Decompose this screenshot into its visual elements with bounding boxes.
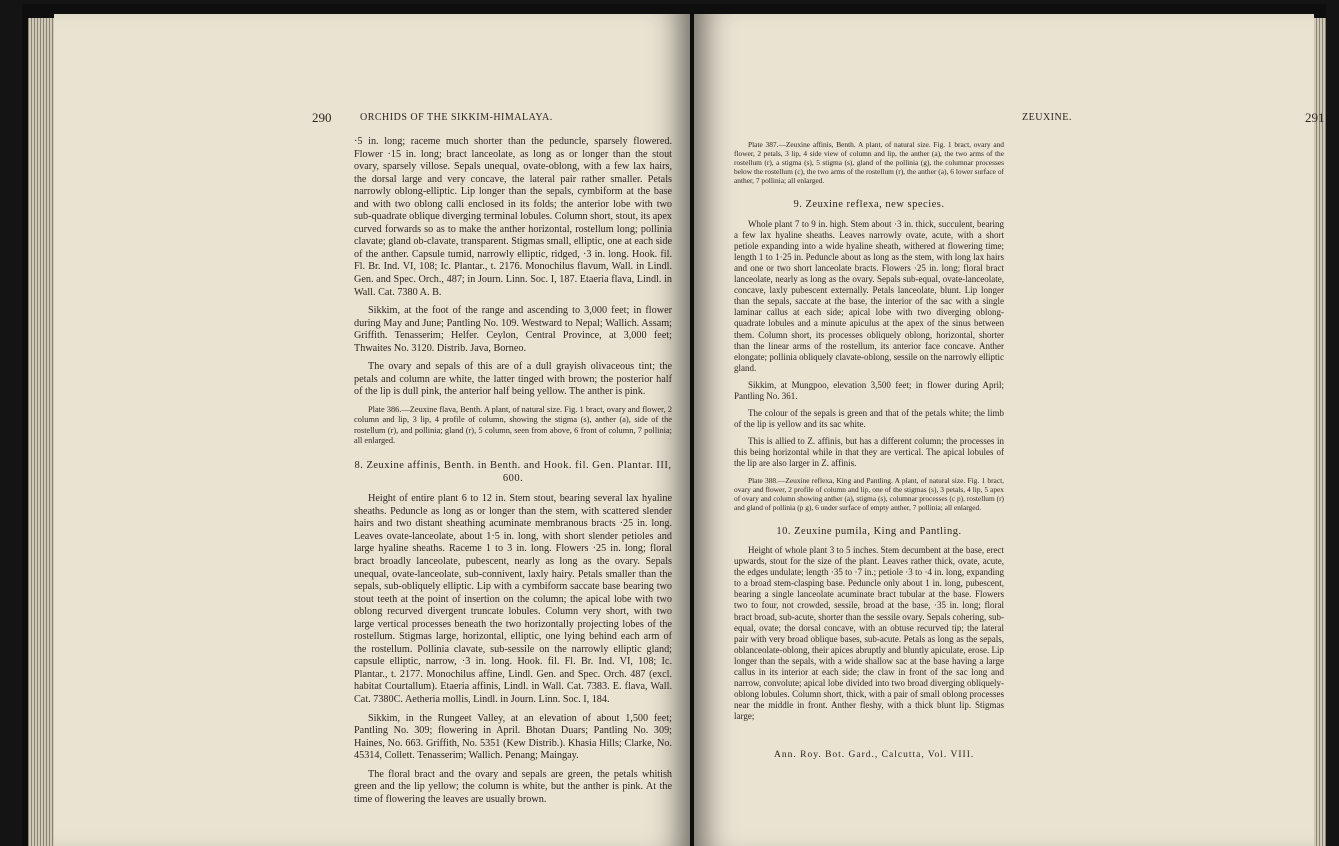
running-head: ORCHIDS OF THE SIKKIM-HIMALAYA. [360, 112, 553, 123]
paragraph: Whole plant 7 to 9 in. high. Stem about ·3 in. thick, succulent, bearing a few lax hyaline sheaths. Leaves narrowly ovate, acute, with a short petiole expanding into a wide hyaline sheath, withered at flowering time; length 1 to 1·25 in. Peduncle about as long as the stem, with long lax hairs and one or two short lanceolate bracts. Flowers ·25 in. long; floral bract lanceolate, nearly as long as the ovary. Sepals sub-equal, ovate-lanceolate, concave, laxly pubescent externally. Petals lanceolate, blunt. Lip longer than the sepals, saccate at the base, the interior of the sac with a single laminar callus at each side; apical lobe with two diverging oblong-quadrate lobules and a minute apiculus at the apex of the sinus between them. Column short, its processes obliquely oblong, horizontal, shorter than the linear arms of the rostellum, its anterior face concave. Anther elongate; pollinia obliquely clavate-oblong, sessile on the narrowly elliptic gland. [734, 218, 1004, 373]
page-number: 291 [1305, 110, 1325, 125]
book-spread [22, 4, 1326, 846]
plate-caption: Plate 388.—Zeuxine reflexa, King and Pantling. A plant, of natural size. Fig. 1 bract, ovary and flower, 2 profile of column and lip, one of the stigmas (s), 3 petals, 4 lip, 5 apex of ovary and column showing anther (a), stigma (s), columnar processes (c p), rostellum (r) and gland of pollinia (p g), 6 under surface of empty anther, 7 pollinia; all enlarged. [734, 475, 1004, 512]
text-column [734, 136, 1004, 729]
plate-caption: Plate 387.—Zeuxine affinis, Benth. A plant, of natural size. Fig. 1 bract, ovary and flower, 2 petals, 3 lip, 4 side view of column and lip, the anther (a), the two arms of the rostellum (r), a stigma (s), 5 stigma (s), gland of the pollinia (g), the columnar processes below the rostellum (c), the two arms of the rostellum (r), the anther (a), 6 lower surface of anther, 7 pollinia; all enlarged. [734, 140, 1004, 186]
paragraph: Height of entire plant 6 to 12 in. Stem stout, bearing several lax hyaline sheaths. Peduncle as long as or longer than the stem, with scattered slender hairs and two distant sheathing acuminate membranous bracts ·25 in. long. Leaves ovate-lanceolate, about 1·5 in. long, with short slender petioles and large hyaline sheaths. Raceme 1 to 3 in. long. Flowers ·25 in. long; floral bract broadly lanceolate, pubescent, nearly as long as the ovary. Sepals unequal, ovate-lanceolate, sub-connivent, laxly hairy. Petals smaller than the sepals, sub-obliquely elliptic. Lip with a cymbiform saccate base bearing two stout teeth at the point of insertion on the column; the apical lobe with two oblong recurved divergent truncate lobules. Column very short, with two large vertical processes beneath the two horizontally projecting lobes of the rostellum. Stigmas large, horizontal, elliptic, one lying behind each arm of the rostellum. Pollinia clavate, sub-sessile on the narrowly elliptic gland; capsule elliptic, narrow, ·3 in. long. Hook. fil. Fl. Br. Ind. VI, 108; Ic. Plantar., t. 2177. Monochilus affine, Lindl. Gen. and Spec. Orch. 487 (excl. habitat Courtallum). Etaeria affinis, Lindl. in Wall. Cat. 7383. E. flava, Wall. Cat. 7380C. Aetheria mollis, Lindl. in Journ. Linn. Soc. I, 184. [354, 493, 672, 705]
left-page [54, 14, 690, 846]
paragraph: The ovary and sepals of this are of a dull grayish olivaceous tint; the petals and column are white, the latter tinged with brown; the posterior half of the lip is dull pink, the anterior half being yellow. The anther is pink. [354, 361, 672, 398]
paragraph: Height of whole plant 3 to 5 inches. Stem decumbent at the base, erect upwards, stout for the size of the plant. Leaves rather thick, ovate, acute, the edges undulate; length ·35 to ·7 in.; petiole ·3 to ·4 in. long, expanding to a broad stem-clasping base. Peduncle only about 1 in. long, pubescent, bearing a single lanceolate acuminate bract tubular at the base. Flowers two to four, not crowded, sessile, broad at the base, ·35 in. long; floral bract broad, sub-acute, shorter than the sessile ovary. Sepals cohering, sub-equal, ovate; the dorsal concave, with an obtuse recurved tip; the lateral pair with very broad oblique bases, sub-acute. Petals as long as the sepals, oblanceolate-oblong, their apices abruptly and bluntly apiculate, erose. Lip longer than the sepals, with a wide shallow sac at the base having a large callus in its interior at each side; the claw in front of the sac long and narrow, convolute; apical lobe divided into two broad diverging obliquely-oblong lobules. Column short, thick, with a pair of small oblong processes near the middle in front. Anther fleshy, with a thick blunt lip. Stigmas large; [734, 545, 1004, 722]
running-head: ZEUXINE. [1022, 112, 1072, 123]
paragraph: ·5 in. long; raceme much shorter than the peduncle, sparsely flowered. Flower ·15 in. long; bract lanceolate, as long as or longer than the stout ovary, sparsely villose. Sepals unequal, ovate-oblong, with a few lax hairs, the dorsal large and very concave, the lateral pair rather smaller. Petals narrowly oblong-elliptic. Lip longer than the sepals, cymbiform at the base and with two oblong calli enclosed in its folds; the anterior lobe with two sub-quadrate oblique diverging terminal lobules. Column short, stout, its apex curved forwards so as to make the anther horizontal, rostellum long; pollinia clavate; gland ob-clavate, transparent. Stigmas small, elliptic, one at each side of the anther. Capsule tumid, narrowly elliptic, ridged, ·3 in. long. Hook. fil. Fl. Br. Ind. VI, 108; Ic. Plantar., t. 2176. Monochilus flavum, Wall. in Lindl. Gen. and Spec. Orch., 487; in Journ. Linn. Soc. I, 187. Etaeria flava, Lindl. in Wall. Cat. 7380 A. B. [354, 136, 672, 298]
right-page [694, 14, 1325, 846]
paragraph: Sikkim, in the Rungeet Valley, at an elevation of about 1,500 feet; Pantling No. 309; flowering in April. Bhotan Duars; Pantling No. 309; Haines, No. 663. Griffith, No. 5351 (Kew Distrib.). Khasia Hills; Clarke, No. 45314, Collett. Tenasserim; Wallich. Penang; Maingay. [354, 712, 672, 762]
species-heading: 8. Zeuxine affinis, Benth. in Benth. and Hook. fil. Gen. Plantar. III, 600. [354, 460, 672, 484]
footer: Ann. Roy. Bot. Gard., Calcutta, Vol. VIII. [774, 750, 975, 760]
paragraph: The colour of the sepals is green and that of the petals white; the limb of the lip is yellow and its sac white. [734, 408, 1004, 430]
paragraph: This is allied to Z. affinis, but has a different column; the processes in this being horizontal while in that they are vertical. The apical lobules of the lip are also larger in Z. affinis. [734, 436, 1004, 469]
paragraph: The floral bract and the ovary and sepals are green, the petals whitish green and the lip yellow; the column is white, but the anther is pink. At the time of flowering the leaves are usually brown. [354, 768, 672, 805]
plate-caption: Plate 386.—Zeuxine flava, Benth. A plant, of natural size. Fig. 1 bract, ovary and flower, 2 column and lip, 3 lip, 4 profile of column, showing the stigma (s), anther (a), side of the rostellum (r), and pollinia; gland (r), 5 column, seen from above, 6 front of column, 7 pollinia; all enlarged. [354, 404, 672, 445]
page-number: 290 [312, 110, 332, 125]
text-column [354, 136, 672, 812]
species-heading: 10. Zeuxine pumila, King and Pantling. [776, 525, 962, 537]
species-heading: 9. Zeuxine reflexa, new species. [793, 199, 945, 211]
page-edges-right [1314, 18, 1326, 846]
paragraph: Sikkim, at the foot of the range and ascending to 3,000 feet; in flower during May and June; Pantling No. 109. Westward to Nepal; Wallich. Assam; Griffith. Tenasserim; Helfer. Ceylon, Central Province, at 3,000 feet; Thwaites No. 3120. Distrib. Java, Borneo. [354, 305, 672, 354]
paragraph: Sikkim, at Mungpoo, elevation 3,500 feet; in flower during April; Pantling No. 361. [734, 379, 1004, 401]
page-edges-left [28, 18, 54, 846]
